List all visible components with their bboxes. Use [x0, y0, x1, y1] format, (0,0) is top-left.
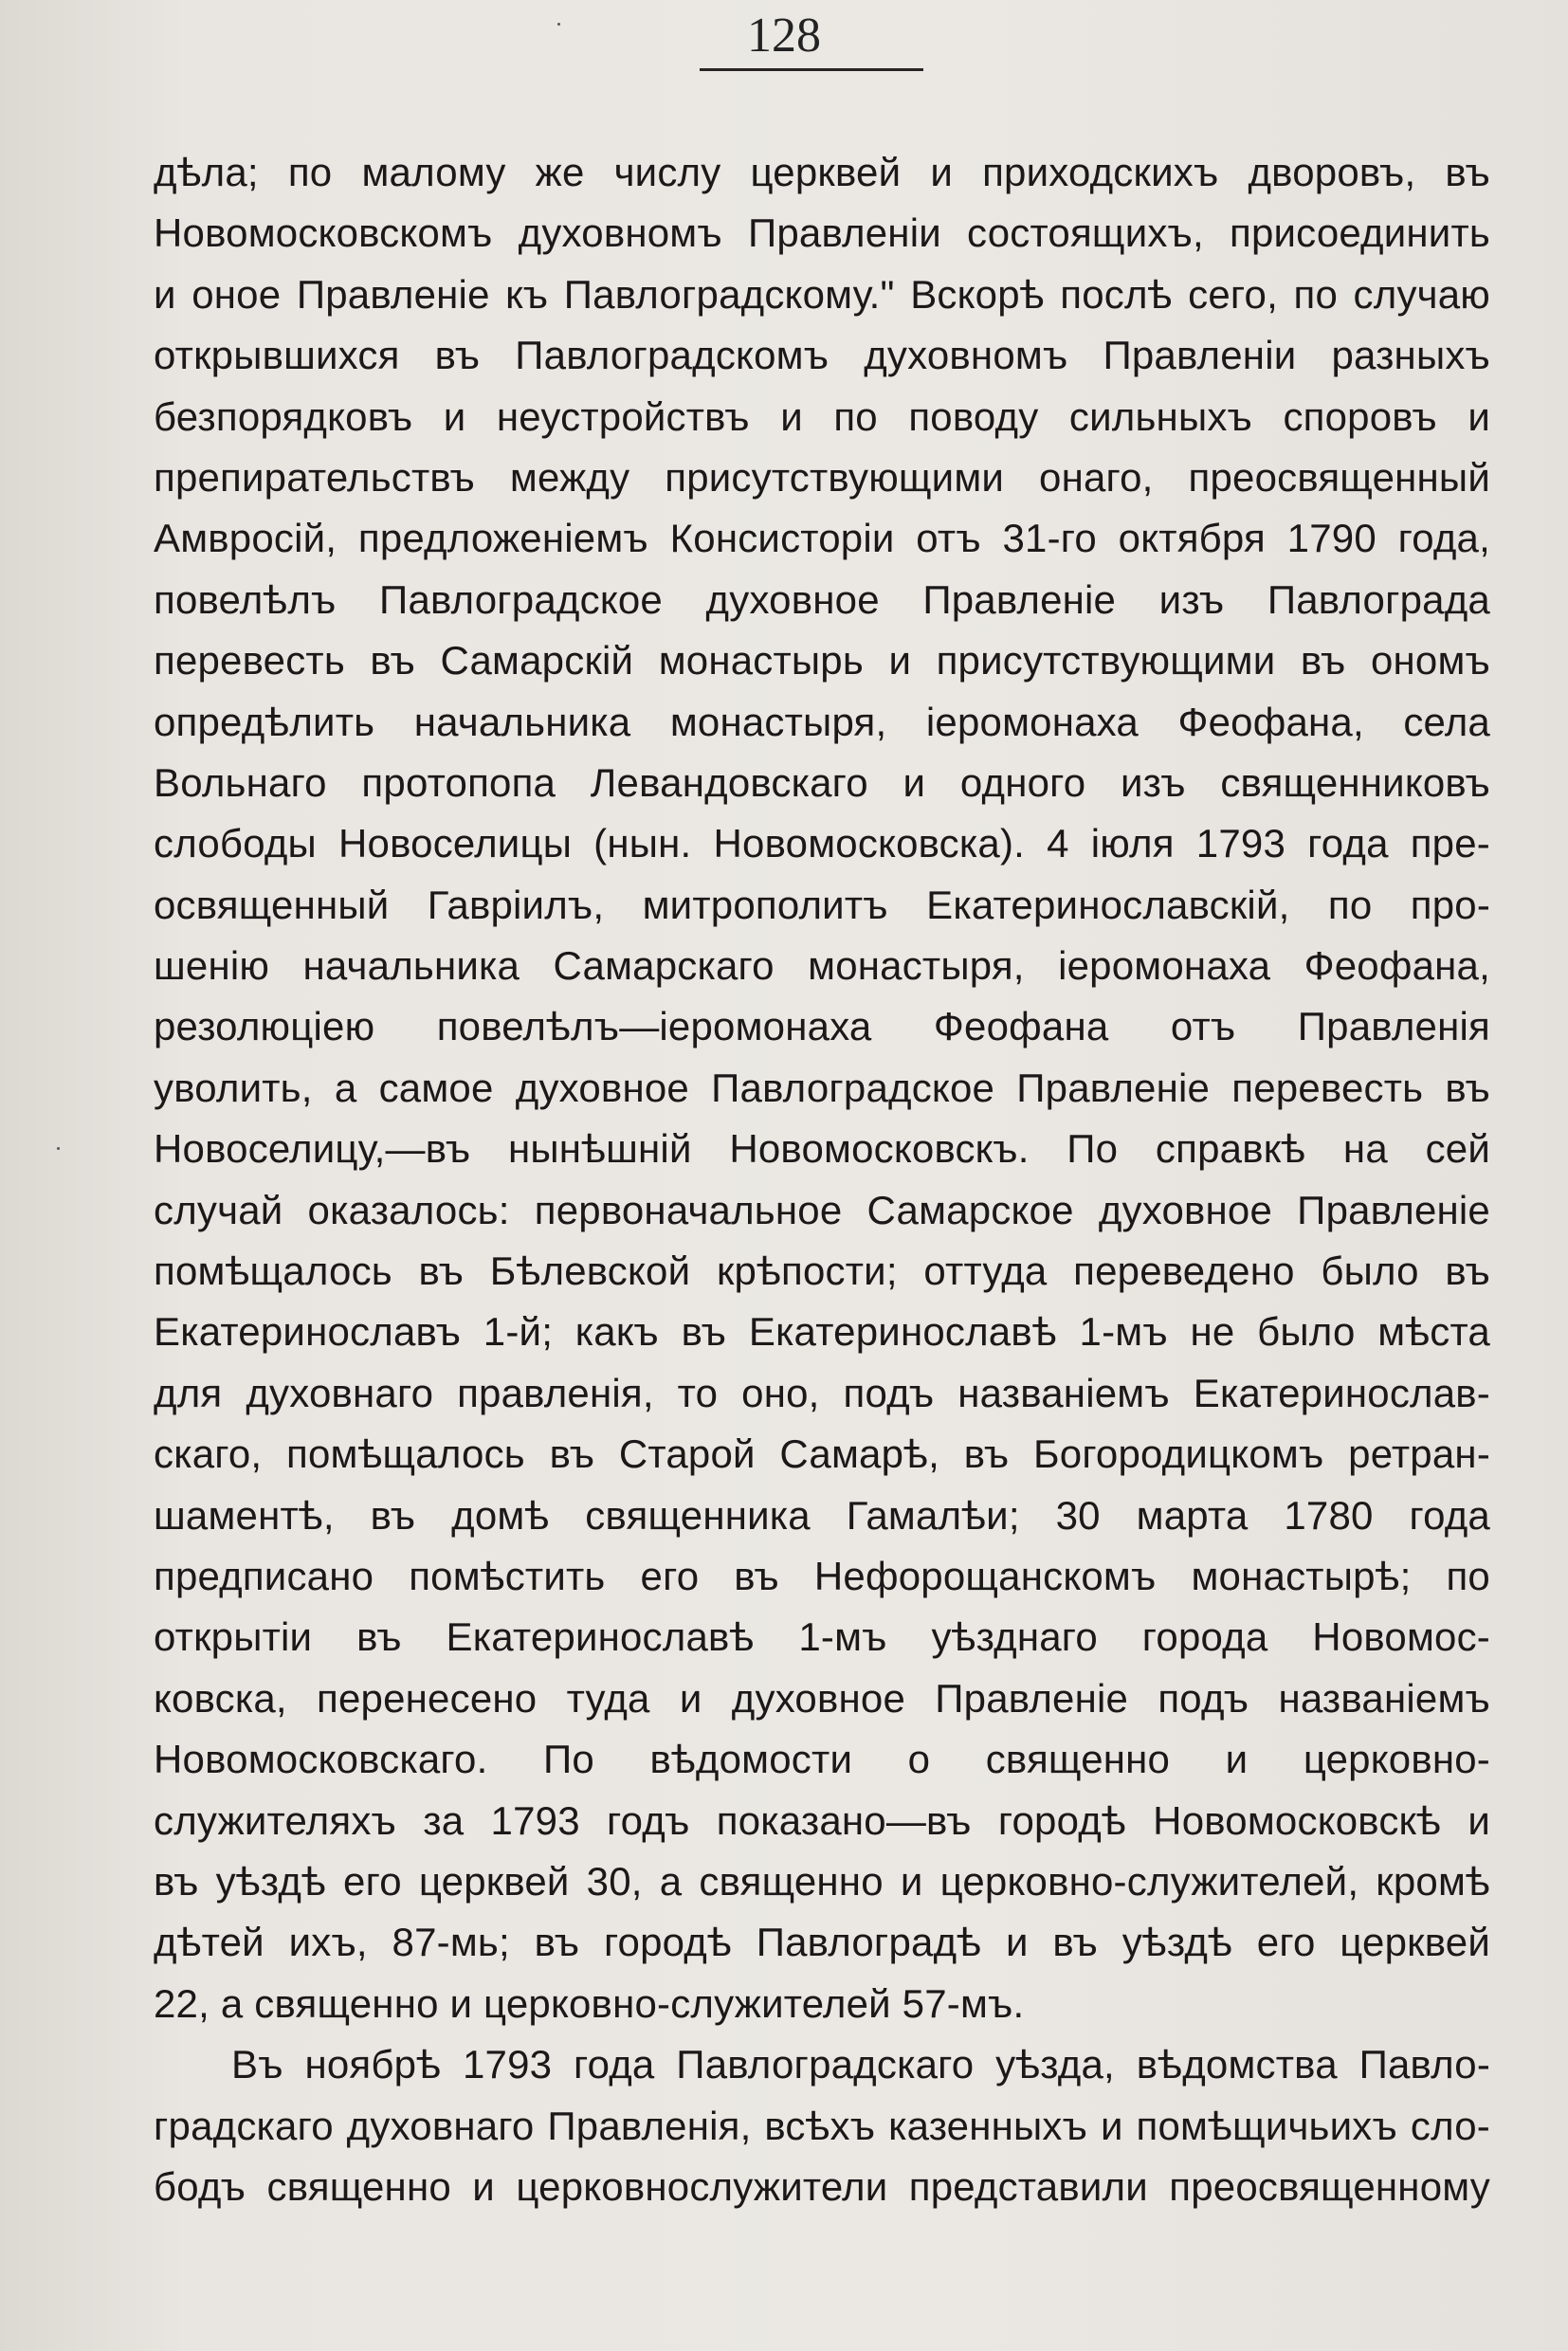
text-body [154, 142, 1490, 2217]
text-line: дѣла; по малому же числу церквей и приходскихъ дворовъ, въ [154, 150, 1490, 194]
text-line: безпорядковъ и неустройствъ и по поводу сильныхъ споровъ и [154, 393, 1490, 439]
text-line: шаментѣ, въ домѣ священника Гамалѣи; 30 марта 1780 года [154, 1492, 1490, 1538]
text-line: шенію начальника Самарскаго монастыря, іеромонаха Феофана, [154, 943, 1490, 989]
page-number: 128 [747, 9, 821, 63]
text-line: освященный Гавріилъ, митрополитъ Екатеринославскій, по про- [154, 882, 1490, 927]
text-line: помѣщалось въ Бѣлевской крѣпости; оттуда переведено было въ [154, 1248, 1490, 1294]
paper-speck [57, 1147, 60, 1150]
text-line: въ уѣздѣ его церквей 30, а священно и церковно-служителей, кромѣ [154, 1858, 1490, 1904]
text-line: ковска, перенесено туда и духовное Правленіе подъ названіемъ [154, 1675, 1490, 1721]
text-line: уволить, а самое духовное Павлоградское Правленіе перевесть въ [154, 1065, 1490, 1110]
text-line: открывшихся въ Павлоградскомъ духовномъ Правленіи разныхъ [154, 333, 1490, 378]
text-line: служителяхъ за 1793 годъ показано—въ городѣ Новомосковскѣ и [154, 1797, 1490, 1843]
paragraph-1 [154, 142, 1490, 2034]
text-line: 22, а священно и церковно-служителей 57-мъ. [154, 1980, 1025, 2026]
text-line: скаго, помѣщалось въ Старой Самарѣ, въ Богородицкомъ ретран- [154, 1431, 1490, 1477]
text-line: для духовнаго правленія, то оно, подъ названіемъ Екатеринослав- [154, 1370, 1490, 1415]
text-line: градскаго духовнаго Правленія, всѣхъ казенныхъ и помѣщичьихъ сло- [154, 2103, 1490, 2148]
text-line: предписано помѣстить его въ Нефорощанскомъ монастырѣ; по [154, 1553, 1490, 1598]
page-number-rule [700, 68, 923, 71]
text-line: Екатеринославъ 1-й; какъ въ Екатеринославѣ 1-мъ не было мѣста [154, 1309, 1490, 1355]
text-line: дѣтей ихъ, 87-мь; въ городѣ Павлоградѣ и въ уѣздѣ его церквей [154, 1920, 1490, 1965]
text-line: повелѣлъ Павлоградское духовное Правленіе изъ Павлограда [154, 576, 1490, 622]
text-line: препирательствъ между присутствующими онаго, преосвященный [154, 454, 1490, 500]
text-line: Вольнаго протопопа Левандовскаго и одного изъ священниковъ [154, 759, 1490, 805]
text-line: Новомосковскаго. По вѣдомости о священно и церковно- [154, 1737, 1490, 1782]
text-line: опредѣлить начальника монастыря, іеромонаха Феофана, села [154, 699, 1490, 744]
text-line: Амвросій, предложеніемъ Консисторіи отъ 31-го октября 1790 года, [154, 516, 1490, 561]
text-line: и оное Правленіе къ Павлоградскому." Вскорѣ послѣ сего, по случаю [154, 271, 1490, 317]
text-line: бодъ священно и церковнослужители представили преосвященному [154, 2163, 1490, 2209]
text-line: резолюціею повелѣлъ—іеромонаха Феофана отъ Правленія [154, 1004, 1490, 1049]
text-line: Новомосковскомъ духовномъ Правленіи состоящихъ, присоединить [154, 210, 1490, 256]
text-line: случай оказалось: первоначальное Самарское духовное Правленіе [154, 1187, 1490, 1232]
text-line: перевесть въ Самарскій монастырь и присутствующими въ ономъ [154, 638, 1490, 683]
paper-speck [557, 23, 560, 26]
paragraph-2 [154, 2034, 1490, 2217]
text-line: слободы Новоселицы (нын. Новомосковска). 4 іюля 1793 года пре- [154, 821, 1490, 866]
text-line: открытіи въ Екатеринославѣ 1-мъ уѣзднаго города Новомос- [154, 1614, 1490, 1660]
text-line: Въ ноябрѣ 1793 года Павлоградскаго уѣзда, вѣдомства Павло- [231, 2042, 1490, 2087]
text-line: Новоселицу,—въ нынѣшній Новомосковскъ. По справкѣ на сей [154, 1126, 1490, 1172]
